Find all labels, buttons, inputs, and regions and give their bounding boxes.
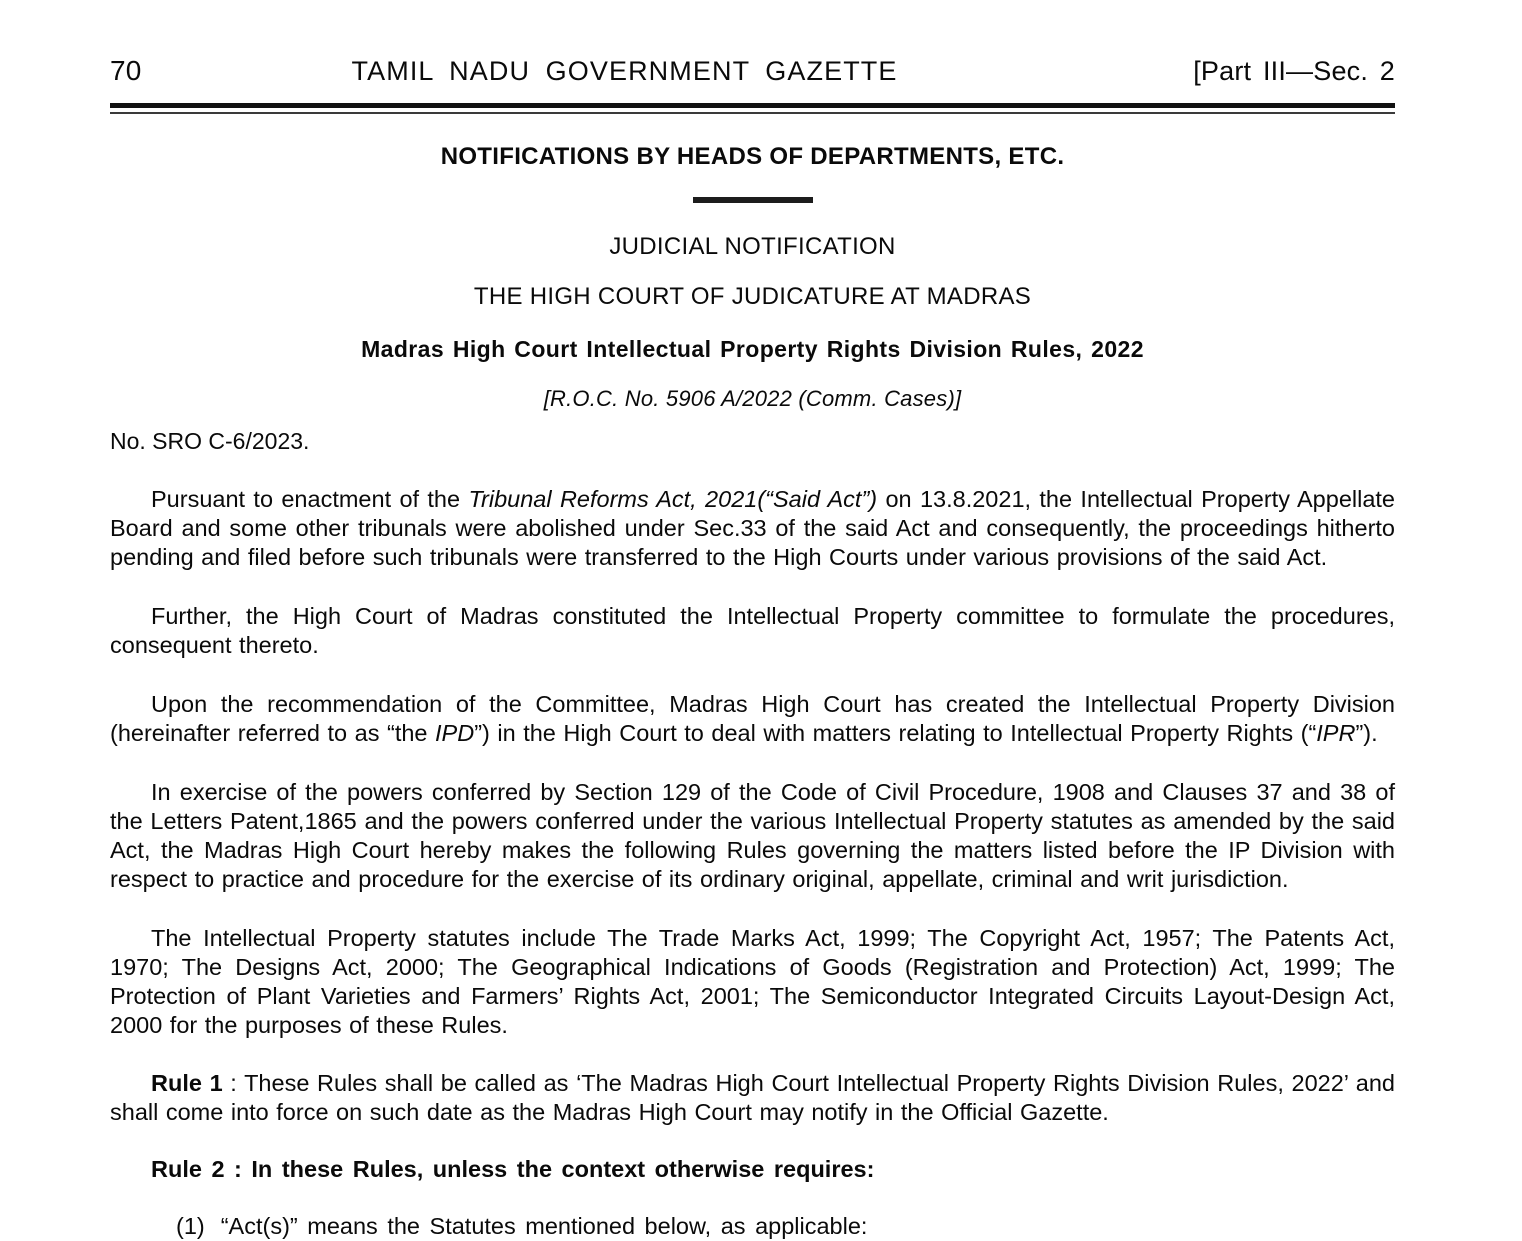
heading-divider [693, 197, 813, 203]
judicial-notification-heading: JUDICIAL NOTIFICATION [609, 233, 896, 260]
gazette-title: TAMIL NADU GOVERNMENT GAZETTE [351, 56, 898, 86]
rule-thin [110, 112, 1395, 114]
rules-title: Madras High Court Intellectual Property Rights Division Rules, 2022 [361, 336, 1144, 362]
paragraph-in-exercise: In exercise of the powers conferred by Section 129 of the Code of Civil Procedure, 1908 and Clauses 37 and 38 of the Letters Patent,1865 and the powers conferred under the various Intellectual Property statutes as amended by the said Act, the Madras High Court hereby makes the following Rules governing the matters listed before the IP Division with respect to practice and procedure for the exercise of its ordinary original, appellate, criminal and writ jurisdiction. [110, 779, 1395, 892]
p3-ipd-abbrev: IPD [435, 720, 475, 746]
sro-number: No. SRO C-6/2023. [110, 428, 310, 454]
department-heading: NOTIFICATIONS BY HEADS OF DEPARTMENTS, ETC. [440, 143, 1065, 170]
rule-1 [110, 1040, 1395, 1127]
rule-1-label: Rule 1 [151, 1070, 223, 1096]
p3-ipr-abbrev: IPR [1316, 720, 1356, 746]
p1-text-before: Pursuant to enactment of the [151, 486, 469, 512]
paragraph-further: Further, the High Court of Madras constituted the Intellectual Property committee to formulate the procedures, consequent thereto. [110, 603, 1395, 658]
p3-text-c: ”). [1355, 720, 1378, 746]
p1-act-citation: Tribunal Reforms Act, 2021(“Said Act”) [468, 486, 878, 512]
paragraph-statutes-list: The Intellectual Property statutes include The Trade Marks Act, 1999; The Copyright Act, 1957; The Patents Act, 1970; The Designs Act, 2000; The Geographical Indications of Goods (Registration and Protection) Act, 1999; The Protection of Plant Varieties and Farmers’ Rights Act, 2001; The Semiconductor Integrated Circuits Layout-Design Act, 2000 for the purposes of these Rules. [110, 925, 1395, 1038]
running-head [110, 0, 1395, 87]
roc-reference: [R.O.C. No. 5906 A/2022 (Comm. Cases)] [543, 386, 962, 411]
clause-1-text: “Act(s)” means the Statutes mentioned below, as applicable: [220, 1213, 868, 1239]
p3-text-a: Upon the recommendation of the Committee, Madras High Court has created the Intellectual Property Division (hereinafter referred to as “the [110, 691, 1395, 746]
p1-text-after: on 13.8.2021, the Intellectual Property Appellate Board and some other tribunals were abolished under Sec.33 of the said Act and consequently, the proceedings hitherto pending and filed before such tribunals were transferred to the High Courts under various provisions of the said Act. [110, 486, 1395, 570]
court-name-heading: THE HIGH COURT OF JUDICATURE AT MADRAS [473, 283, 1032, 310]
page-content [110, 0, 1395, 1241]
rule-2: Rule 2 : In these Rules, unless the context otherwise requires: [151, 1156, 875, 1182]
paragraph-pursuant [110, 455, 1395, 572]
header-double-rule [110, 103, 1395, 114]
part-section-label: [Part III—Sec. 2 [1193, 56, 1395, 86]
paragraph-upon-recommendation [110, 660, 1395, 748]
clause-1-number: (1) [176, 1213, 205, 1239]
rule-2-clause-1 [110, 1184, 1395, 1241]
rule-1-text: : These Rules shall be called as ‘The Madras High Court Intellectual Property Rights Division Rules, 2022’ and shall come into force on such date as the Madras High Court may notify in the Official Gazette. [110, 1070, 1395, 1125]
page-number: 70 [110, 55, 142, 86]
p3-text-b: ”) in the High Court to deal with matters relating to Intellectual Property Rights (“ [474, 720, 1317, 746]
